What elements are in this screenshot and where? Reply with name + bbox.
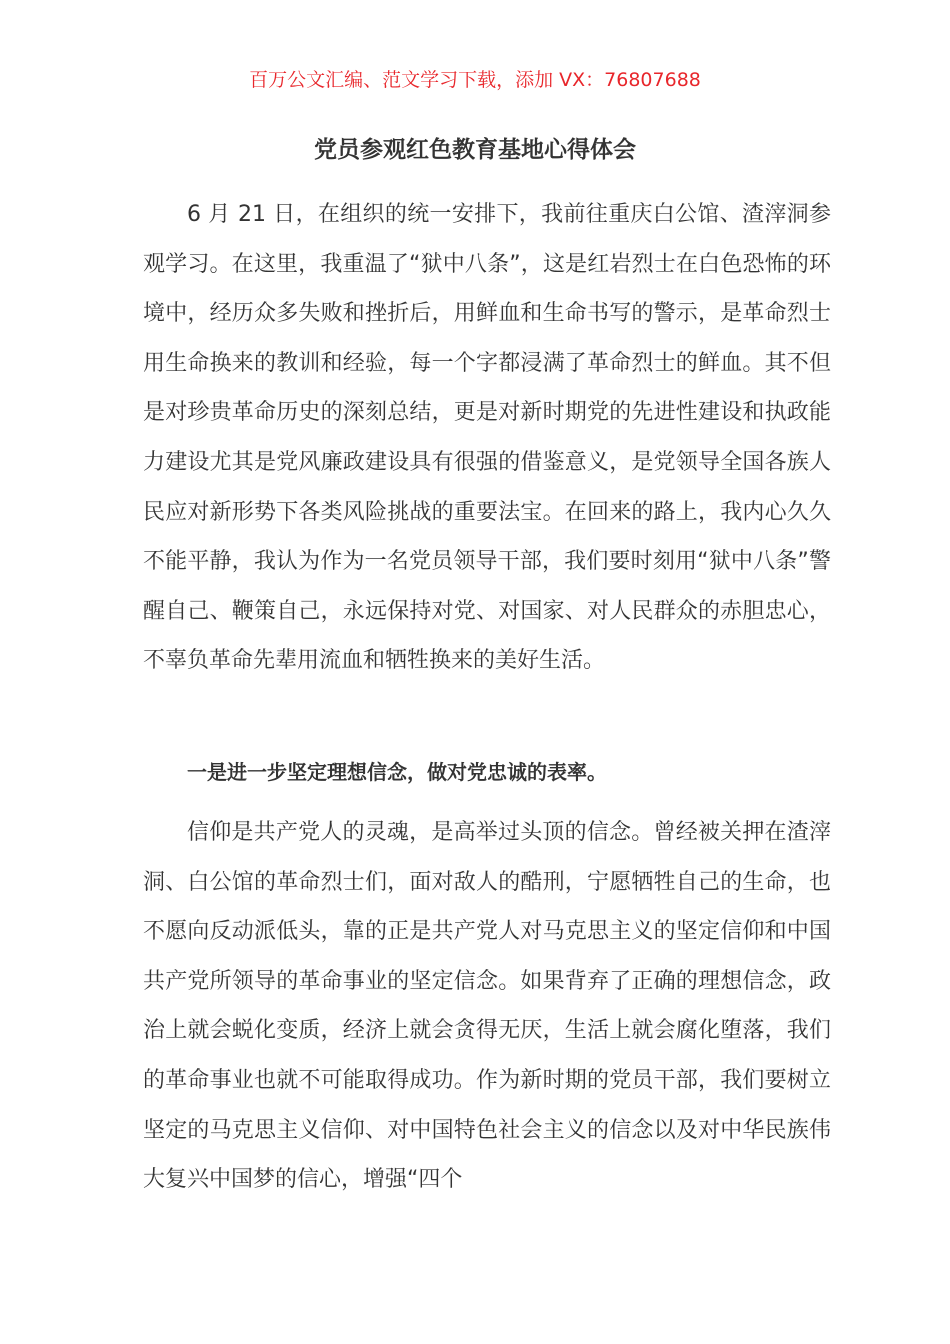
header-promo-text: 百万公文汇编、范文学习下载，添加 VX：76807688 (249, 69, 701, 91)
section-heading-1: 一是进一步坚定理想信念，做对党忠诚的表率。 (187, 760, 607, 784)
body-paragraph-1: 6 月 21 日，在组织的统一安排下，我前往重庆白公馆、渣滓洞参观学习。在这里，我重温了“狱中八条”，这是红岩烈士在白色恐怖的环境中，经历众多失败和挫折后，用鲜血和生命书写的警示，是革命烈士用生命换来的教训和经验，每一个字都浸满了革命烈士的鲜血。其不但是对珍贵革命历史的深刻总结，更是对新时期党的先进性建设和执政能力建设尤其是党风廉政建设具有很强的借鉴意义，是党领导全国各族人民应对新形势下各类风险挑战的重要法宝。在回来的路上，我内心久久不能平静，我认为作为一名党员领导干部，我们要时刻用“狱中八条”警醒自己、鞭策自己，永远保持对党、对国家、对人民群众的赤胆忠心，不辜负革命先辈用流血和牺牲换来的美好生活。 (143, 202, 831, 674)
page-title: 党员参观红色教育基地心得体会 (314, 137, 636, 163)
body-paragraph-2: 信仰是共产党人的灵魂，是高举过头顶的信念。曾经被关押在渣滓洞、白公馆的革命烈士们，面对敌人的酷刑，宁愿牺牲自己的生命，也不愿向反动派低头，靠的正是共产党人对马克思主义的坚定信仰和中国共产党所领导的革命事业的坚定信念。如果背弃了正确的理想信念，政治上就会蜕化变质，经济上就会贪得无厌，生活上就会腐化堕落，我们的革命事业也就不可能取得成功。作为新时期的党员干部，我们要树立坚定的马克思主义信仰、对中国特色社会主义的信念以及对中华民族伟大复兴中国梦的信心，增强“四个 (143, 820, 831, 1193)
